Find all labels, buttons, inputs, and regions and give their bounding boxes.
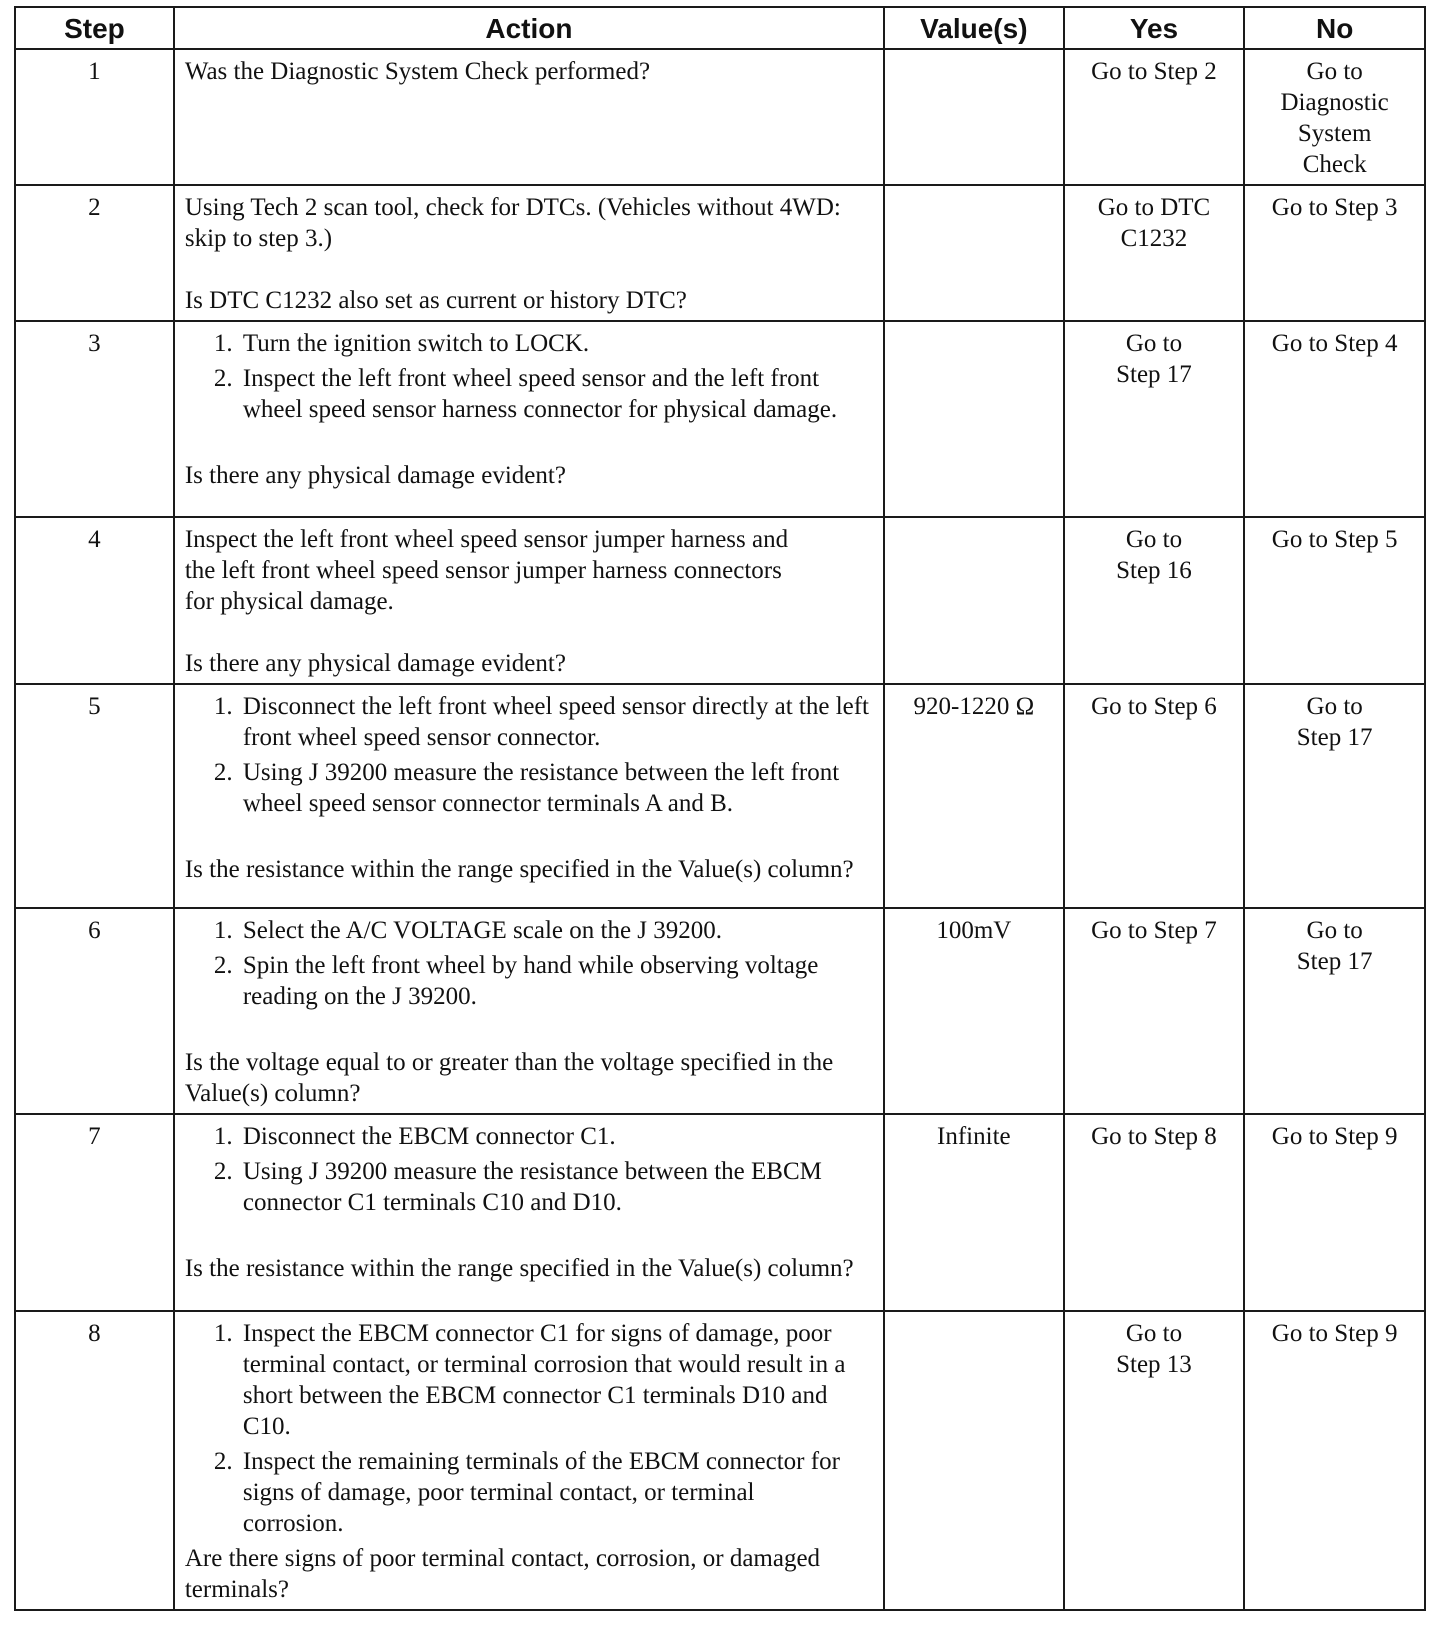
header-values: Value(s) xyxy=(884,7,1064,49)
action-step-item: 1. Inspect the EBCM connector C1 for signs of damage, poor terminal contact, or terminal corrosion that would result in a short between the EBCM connector C1 terminals D10 and C10. xyxy=(239,1318,873,1442)
no-cell xyxy=(1244,908,1425,1114)
yes-cell-text: Go to Step 16 xyxy=(1116,526,1192,584)
action-step-item: 2. Using J 39200 measure the resistance between the EBCM connector C1 terminals C10 and D10. xyxy=(239,1156,873,1218)
action-intro: Inspect the left front wheel speed sensor jumper harness and the left front wheel speed sensor jumper harness connectors for physical damage. xyxy=(184,526,789,615)
step-number: 8 xyxy=(15,1311,174,1610)
no-cell: Go to Step 3 xyxy=(1244,185,1425,321)
action-cell xyxy=(174,908,884,1114)
action-question: Is there any physical damage evident? xyxy=(184,650,566,677)
action-step-item: 2. Spin the left front wheel by hand while observing voltage reading on the J 39200. xyxy=(239,950,873,1012)
action-steps xyxy=(185,915,873,1012)
action-step-item: 1. Disconnect the EBCM connector C1. xyxy=(239,1121,873,1152)
step-number: 4 xyxy=(15,517,174,684)
no-cell xyxy=(1244,684,1425,908)
action-steps xyxy=(185,691,873,819)
no-cell-text: Go to Step 17 xyxy=(1296,693,1373,751)
step-number: 2 xyxy=(15,185,174,321)
action-cell xyxy=(174,1311,884,1610)
action-cell xyxy=(174,517,884,684)
table-row xyxy=(15,321,1425,517)
yes-cell: Go to Step 6 xyxy=(1064,684,1245,908)
action-step-item: 2. Inspect the left front wheel speed sensor and the left front wheel speed sensor harness connector for physical damage. xyxy=(239,363,873,425)
header-row xyxy=(15,7,1425,49)
action-step-item: 2. Inspect the remaining terminals of the EBCM connector for signs of damage, poor terminal contact, or terminal corrosion. xyxy=(239,1446,873,1539)
table-row xyxy=(15,908,1425,1114)
action-cell xyxy=(174,1114,884,1311)
header-step: Step xyxy=(15,7,174,49)
header-yes: Yes xyxy=(1064,7,1245,49)
action-question: Is the voltage equal to or greater than the voltage specified in the Value(s) column? xyxy=(184,1049,834,1107)
yes-cell xyxy=(1064,321,1245,517)
action-step-item: 1. Turn the ignition switch to LOCK. xyxy=(239,328,873,359)
value-cell: 920-1220 Ω xyxy=(884,684,1064,908)
table-row xyxy=(15,684,1425,908)
action-question: Is the resistance within the range specified in the Value(s) column? xyxy=(184,1255,854,1282)
action-question: Is DTC C1232 also set as current or history DTC? xyxy=(184,287,687,314)
action-cell xyxy=(174,49,884,185)
action-cell xyxy=(174,185,884,321)
yes-cell: Go to Step 8 xyxy=(1064,1114,1245,1311)
table-row xyxy=(15,1114,1425,1311)
action-step-item: 1. Disconnect the left front wheel speed sensor directly at the left front wheel speed sensor connector. xyxy=(239,691,873,753)
action-intro: Was the Diagnostic System Check performed? xyxy=(184,58,651,85)
header-no: No xyxy=(1244,7,1425,49)
action-question: Are there signs of poor terminal contact, corrosion, or damaged terminals? xyxy=(184,1545,821,1603)
action-cell xyxy=(174,321,884,517)
no-cell: Go to Step 4 xyxy=(1244,321,1425,517)
yes-cell xyxy=(1064,1311,1245,1610)
no-cell: Go to Step 9 xyxy=(1244,1114,1425,1311)
action-steps xyxy=(185,1121,873,1218)
header-action: Action xyxy=(174,7,884,49)
action-step-item: 2. Using J 39200 measure the resistance between the left front wheel speed sensor connector terminals A and B. xyxy=(239,757,873,819)
value-cell xyxy=(884,1311,1064,1610)
action-intro: Using Tech 2 scan tool, check for DTCs. (Vehicles without 4WD: skip to step 3.) xyxy=(184,194,841,252)
action-steps xyxy=(185,1318,873,1539)
yes-cell: Go to Step 2 xyxy=(1064,49,1245,185)
action-step-item: 1. Select the A/C VOLTAGE scale on the J 39200. xyxy=(239,915,873,946)
value-cell: 100mV xyxy=(884,908,1064,1114)
action-question: Is the resistance within the range specified in the Value(s) column? xyxy=(184,856,854,883)
value-cell: Infinite xyxy=(884,1114,1064,1311)
value-cell xyxy=(884,321,1064,517)
yes-cell-text: Go to Step 13 xyxy=(1116,1320,1192,1378)
yes-cell xyxy=(1064,517,1245,684)
step-number: 5 xyxy=(15,684,174,908)
step-number: 6 xyxy=(15,908,174,1114)
no-cell: Go to Step 5 xyxy=(1244,517,1425,684)
action-question: Is there any physical damage evident? xyxy=(184,462,566,489)
no-cell: Go to Step 9 xyxy=(1244,1311,1425,1610)
step-number: 7 xyxy=(15,1114,174,1311)
diagnostic-table-sheet xyxy=(14,6,1426,1611)
table-row xyxy=(15,49,1425,185)
action-cell xyxy=(174,684,884,908)
yes-cell-text: Go to DTC C1232 xyxy=(1097,194,1211,252)
yes-cell xyxy=(1064,185,1245,321)
yes-cell: Go to Step 7 xyxy=(1064,908,1245,1114)
value-cell xyxy=(884,49,1064,185)
action-steps xyxy=(185,328,873,425)
diagnostic-table xyxy=(14,6,1426,1611)
no-cell-text: Go to Step 17 xyxy=(1296,917,1373,975)
no-cell xyxy=(1244,49,1425,185)
table-row xyxy=(15,1311,1425,1610)
table-row xyxy=(15,185,1425,321)
value-cell xyxy=(884,517,1064,684)
yes-cell-text: Go to Step 17 xyxy=(1116,330,1192,388)
no-cell-text: Go to Diagnostic System Check xyxy=(1280,58,1389,178)
table-row xyxy=(15,517,1425,684)
value-cell xyxy=(884,185,1064,321)
step-number: 3 xyxy=(15,321,174,517)
step-number: 1 xyxy=(15,49,174,185)
